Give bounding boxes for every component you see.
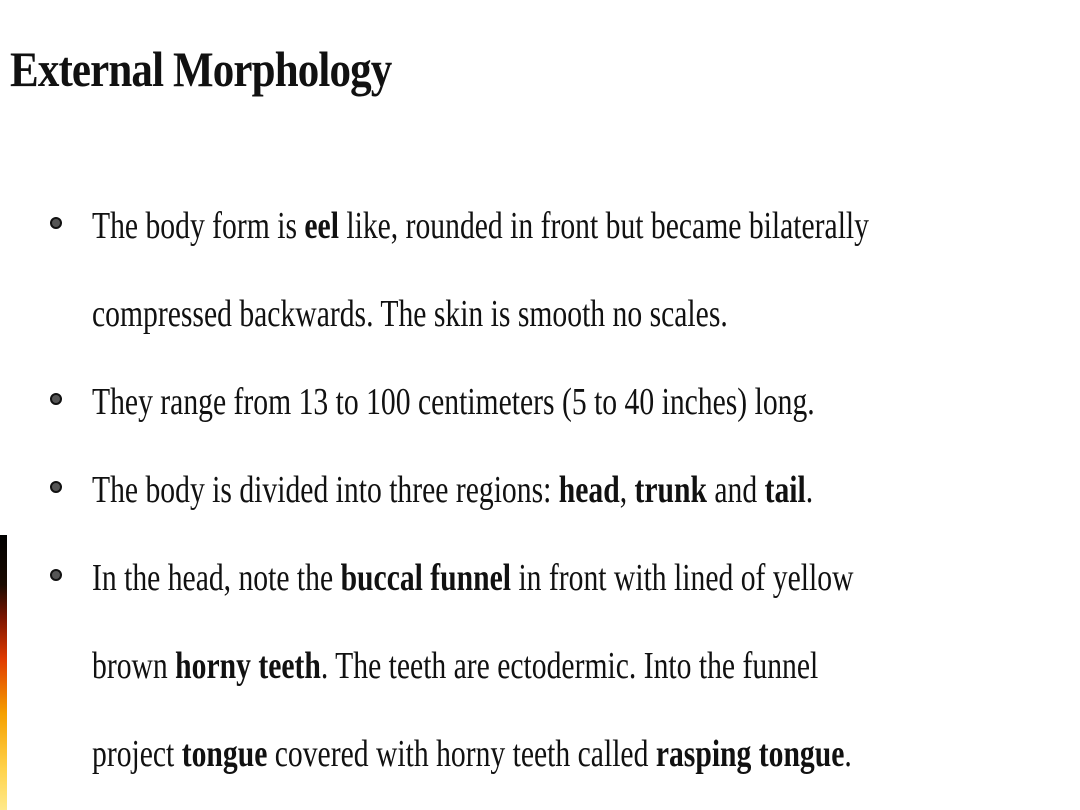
bold-term: tail [764,469,806,511]
text-run: project [92,733,182,775]
bold-term: horny teeth [175,645,321,687]
text-run: The body is divided into three regions: [92,469,559,511]
decorative-gradient-bar [0,535,7,810]
text-run: and [706,469,765,511]
page-title: External Morphology [10,41,392,97]
bullet-line [92,270,839,358]
bullet-item [50,446,1050,534]
text-run: covered with horny teeth called [267,733,656,775]
bullet-line [92,358,839,446]
bullet-item [50,534,1050,798]
text-run: in front with lined of yellow [511,557,854,599]
bullet-dot-icon [50,393,62,405]
text-run: The body form is [92,205,305,247]
bullet-item [50,358,1050,446]
bold-term: tongue [181,733,268,775]
bold-term: trunk [634,469,707,511]
text-run: . The teeth are ectodermic. Into the funnel [320,645,819,687]
bullet-list [50,182,1050,798]
text-run: . [805,469,814,511]
bold-term: eel [304,205,339,247]
text-run: like, rounded in front but became bilaterally [338,205,869,247]
bold-term: head [558,469,620,511]
bullet-line [92,710,852,798]
text-run: . [844,733,852,775]
text-run: brown [92,645,176,687]
bullet-line [92,182,869,270]
text-run: , [619,469,635,511]
bold-term: rasping tongue [655,733,845,775]
bullet-dot-icon [50,217,62,229]
bullet-line [92,446,839,534]
text-run: compressed backwards. The skin is smooth no scales. [92,293,728,335]
bullet-line [92,534,854,622]
bullet-dot-icon [50,481,62,493]
bullet-dot-icon [50,569,62,581]
text-run: In the head, note the [92,557,341,599]
bullet-line [92,622,839,710]
bold-term: buccal funnel [340,557,512,599]
text-run: They range from 13 to 100 centimeters (5 to 40 inches) long. [92,381,815,423]
bullet-item [50,182,1050,358]
